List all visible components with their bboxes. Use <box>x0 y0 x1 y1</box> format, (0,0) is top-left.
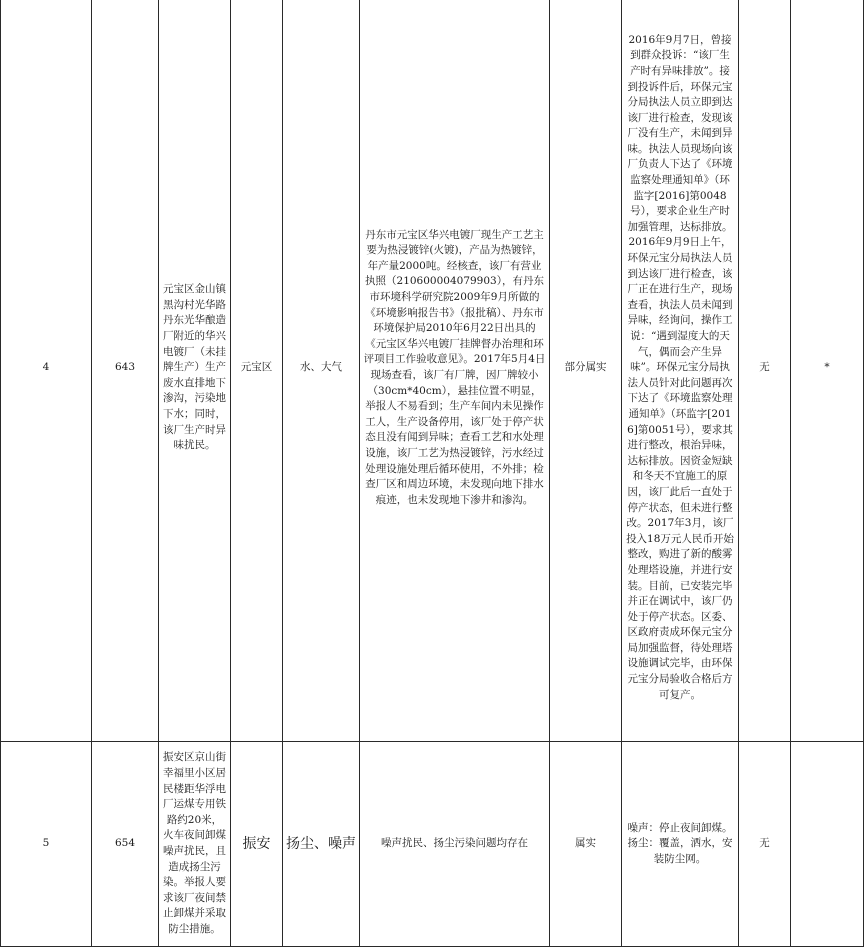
case-id: 643 <box>92 0 159 742</box>
case-id: 654 <box>92 742 159 947</box>
pollution-type: 水、大气 <box>283 0 360 742</box>
table-row <box>1 0 864 742</box>
verdict: 属实 <box>550 742 622 947</box>
rectification-actions: 噪声：停止夜间卸煤。扬尘：覆盖，洒水，安装防尘网。 <box>622 742 739 947</box>
row-number: 4 <box>1 0 92 742</box>
accountability: 无 <box>739 742 791 947</box>
table-row <box>1 742 864 947</box>
row-number: 5 <box>1 742 92 947</box>
pollution-type: 扬尘、噪声 <box>283 742 360 947</box>
investigation-findings: 丹东市元宝区华兴电镀厂现生产工艺主要为热浸镀锌(火镀)，产品为热镀锌，年产量2000吨。经核查，该厂有营业执照（210600004079903），有丹东市环境科学研究院2009年9月所做的《环境影响报告书》（报批稿）、丹东市环境保护局2010年6月22日出具的《元宝区华兴电镀厂挂牌督办治理和环评项目工作验收意见》。2017年5月4日现场查看，该厂有厂牌，因厂牌较小（30cm*40cm），悬挂位置不明显，举报人不易看到；生产车间内未见操作工人，生产设备停用，该厂处于停产状态且没有闻到异味；查看工艺和水处理设施，该厂工艺为热浸镀锌，污水经过处理设施处理后循环使用，不外排；检查厂区和周边环境，未发现向地下排水痕迹，也未发现地下渗井和渗沟。 <box>360 0 550 742</box>
remark: * <box>791 0 864 742</box>
verdict: 部分属实 <box>550 0 622 742</box>
district: 振安 <box>231 742 283 947</box>
rectification-actions: 2016年9月7日，曾接到群众投诉：“该厂生产时有异味排放”。接到投诉件后，环保元宝分局执法人员立即到达该厂进行检查，发现该厂没有生产，未闻到异味。执法人员现场向该厂负责人下达了《环境监察处理通知单》（环监字[2016]第0048号），要求企业生产时加强管理，达标排放。2016年9月9日上午，环保元宝分局执法人员到达该厂进行检查，该厂正在进行生产，现场查看，执法人员未闻到异味，经询问，操作工说：“遇到湿度大的天气，偶而会产生异味”。环保元宝分局执法人员针对此问题再次下达了《环境监察处理通知单》（环监字[2016]第0051号），要求其进行整改，根治异味，达标排放。因资金短缺和冬天不宜施工的原因，该厂此后一直处于停产状态，但未进行整改。2017年3月，该厂投入18万元人民币开始整改，购进了新的酸雾处理塔设施，并进行安装。目前，已安装完毕并正在调试中，该厂仍处于停产状态。区委、区政府责成环保元宝分局加强监督，待处理塔设施调试完毕，由环保元宝分局验收合格后方可复产。 <box>622 0 739 742</box>
accountability: 无 <box>739 0 791 742</box>
investigation-findings: 噪声扰民、扬尘污染问题均存在 <box>360 742 550 947</box>
complaint-location: 元宝区金山镇黑沟村光华路丹东光华酿造厂附近的华兴电镀厂（未挂牌生产）生产废水直排地下渗沟，污染地下水；同时，该厂生产时异味扰民。 <box>159 0 231 742</box>
district: 元宝区 <box>231 0 283 742</box>
remark <box>791 742 864 947</box>
complaint-location: 振安区京山街幸福里小区居民楼距华浮电厂运煤专用铁路约20米，火车夜间卸煤噪声扰民，且造成扬尘污染。举报人要求该厂夜间禁止卸煤并采取防尘措施。 <box>159 742 231 947</box>
